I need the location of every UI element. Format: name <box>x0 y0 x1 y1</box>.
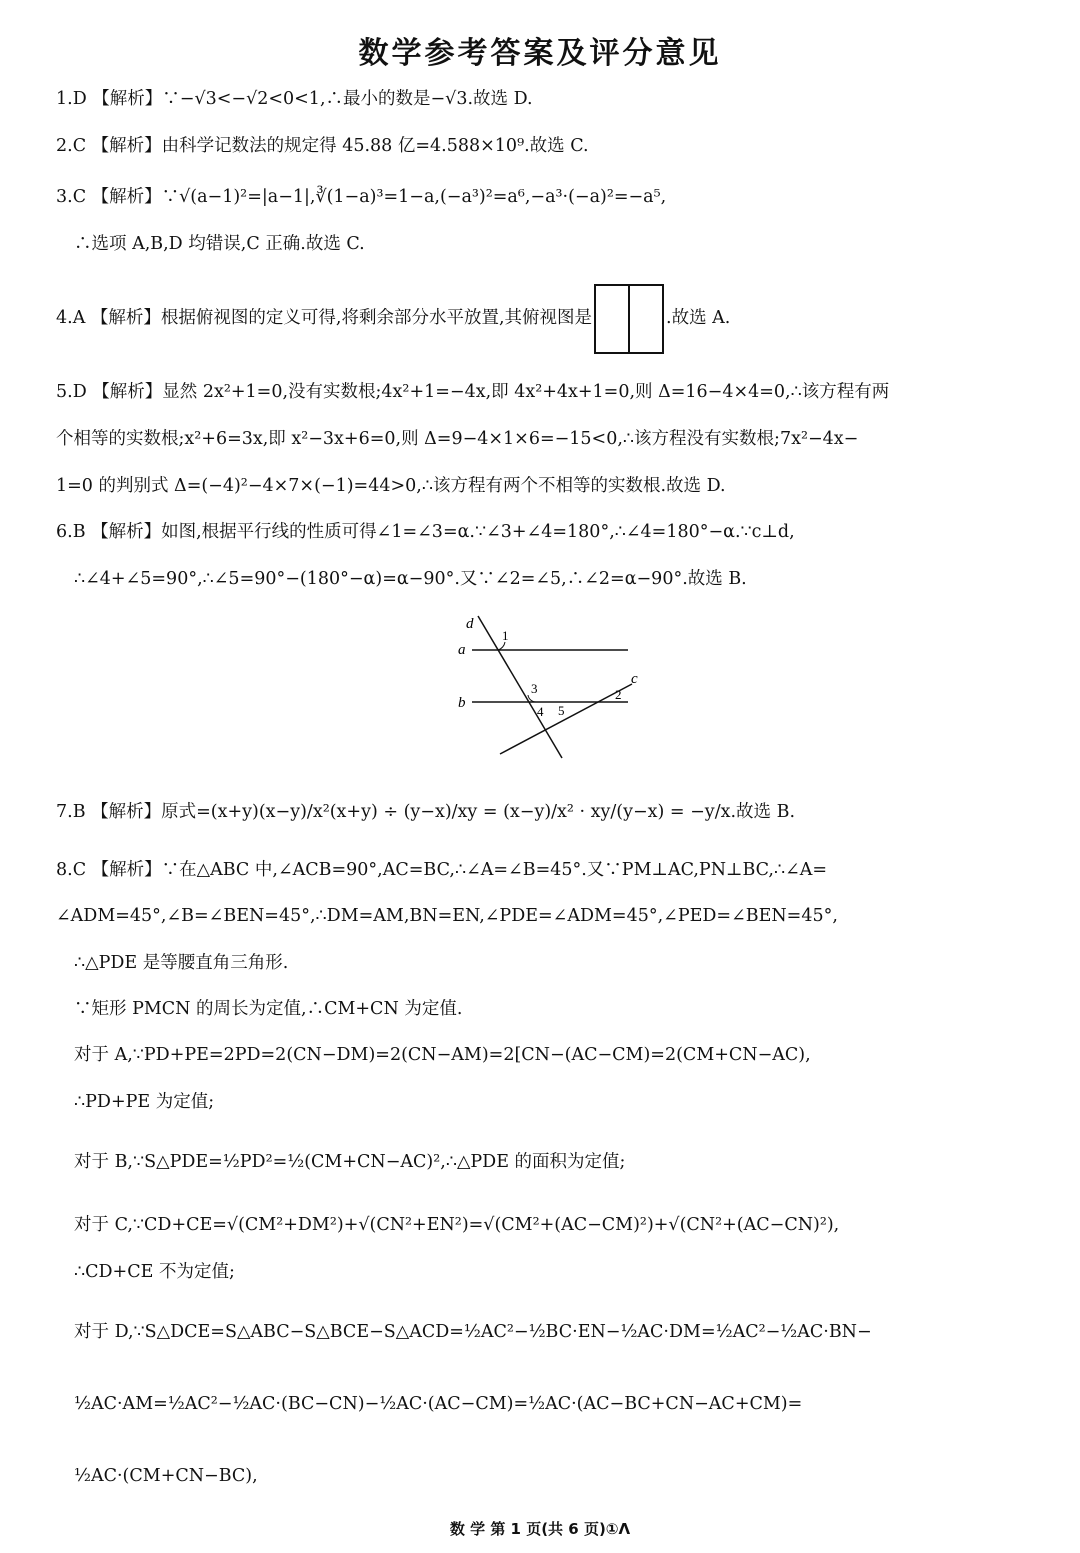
line-c <box>500 684 632 754</box>
line-d <box>478 616 562 758</box>
answer-q3-line1: 3.C 【解析】∵√(a−1)²=|a−1|,∛(1−a)³=1−a,(−a³)²=a⁶,−a³·(−a)²=−a⁵, <box>56 187 667 207</box>
label-3: 3 <box>531 681 538 696</box>
answer-q8-line9: ∴CD+CE 不为定值; <box>74 1262 235 1282</box>
label-5: 5 <box>558 703 565 718</box>
answer-q8-line12: ½AC·(CM+CN−BC), <box>74 1466 258 1486</box>
answer-q6-line2: ∴∠4+∠5=90°,∴∠5=90°−(180°−α)=α−90°.又∵∠2=∠5,∴∠2=α−90°.故选 B. <box>74 569 747 589</box>
label-b: b <box>458 695 466 711</box>
answer-q8-line8: 对于 C,∵CD+CE=√(CM²+DM²)+√(CN²+EN²)=√(CM²+(AC−CM)²)+√(CN²+(AC−CN)²), <box>74 1215 840 1235</box>
answer-q8-line4: ∵矩形 PMCN 的周长为定值,∴CM+CN 为定值. <box>74 999 463 1019</box>
answer-q6-line1: 6.B 【解析】如图,根据平行线的性质可得∠1=∠3=α.∵∠3+∠4=180°,∴∠4=180°−α.∵c⊥d, <box>56 522 795 542</box>
answer-q7: 7.B 【解析】原式=(x+y)(x−y)/x²(x+y) ÷ (y−x)/xy = (x−y)/x² · xy/(y−x) = −y/x.故选 B. <box>56 802 796 822</box>
angle-3-arc <box>528 695 536 702</box>
label-c: c <box>631 671 638 687</box>
page-footer: 数 学 第 1 页(共 6 页)①Λ <box>449 1520 631 1538</box>
answer-q8-line2: ∠ADM=45°,∠B=∠BEN=45°,∴DM=AM,BN=EN,∠PDE=∠ADM=45°,∠PED=∠BEN=45°, <box>56 906 838 926</box>
answer-q4-text-before: 4.A 【解析】根据俯视图的定义可得,将剩余部分水平放置,其俯视图是 <box>56 308 593 328</box>
answer-q8-line3: ∴△PDE 是等腰直角三角形. <box>74 953 289 973</box>
answer-q8-line11: ½AC·AM=½AC²−½AC·(BC−CN)−½AC·(AC−CM)=½AC·(AC−BC+CN−AC+CM)= <box>74 1394 803 1414</box>
answer-q2: 2.C 【解析】由科学记数法的规定得 45.88 亿=4.588×10⁹.故选 C. <box>56 136 589 156</box>
label-a: a <box>458 642 466 658</box>
answer-q8-line5: 对于 A,∵PD+PE=2PD=2(CN−DM)=2(CN−AM)=2[CN−(AC−CM)=2(CM+CN−AC), <box>74 1045 811 1065</box>
answer-q5-line1: 5.D 【解析】显然 2x²+1=0,没有实数根;4x²+1=−4x,即 4x²+4x+1=0,则 Δ=16−4×4=0,∴该方程有两 <box>56 382 890 402</box>
answer-q4 <box>56 282 730 354</box>
answer-q8-line7: 对于 B,∵S△PDE=½PD²=½(CM+CN−AC)²,∴△PDE 的面积为定值; <box>74 1152 626 1172</box>
answer-q1: 1.D 【解析】∵−√3<−√2<0<1,∴最小的数是−√3.故选 D. <box>56 89 533 109</box>
answer-q8-line6: ∴PD+PE 为定值; <box>74 1092 215 1112</box>
angle-1-arc <box>498 642 505 650</box>
answer-q8-line1: 8.C 【解析】∵在△ABC 中,∠ACB=90°,AC=BC,∴∠A=∠B=45°.又∵PM⊥AC,PN⊥BC,∴∠A= <box>56 860 828 880</box>
page-title: 数学参考答案及评分意见 <box>358 36 722 71</box>
answer-q5-line2: 个相等的实数根;x²+6=3x,即 x²−3x+6=0,则 Δ=9−4×1×6=−15<0,∴该方程没有实数根;7x²−4x− <box>56 429 859 449</box>
label-1: 1 <box>502 628 509 643</box>
parallel-lines-figure <box>450 612 640 762</box>
answer-q8-line10: 对于 D,∵S△DCE=S△ABC−S△BCE−S△ACD=½AC²−½BC·EN−½AC·DM=½AC²−½AC·BN− <box>74 1322 872 1342</box>
answer-q4-text-after: .故选 A. <box>666 308 731 328</box>
label-d: d <box>466 616 474 632</box>
answer-q3-line2: ∴选项 A,B,D 均错误,C 正确.故选 C. <box>74 234 365 254</box>
answer-q5-line3: 1=0 的判别式 Δ=(−4)²−4×7×(−1)=44>0,∴该方程有两个不相等的实数根.故选 D. <box>56 476 726 496</box>
label-2: 2 <box>615 687 622 702</box>
top-view-figure <box>594 284 664 354</box>
label-4: 4 <box>537 704 544 719</box>
